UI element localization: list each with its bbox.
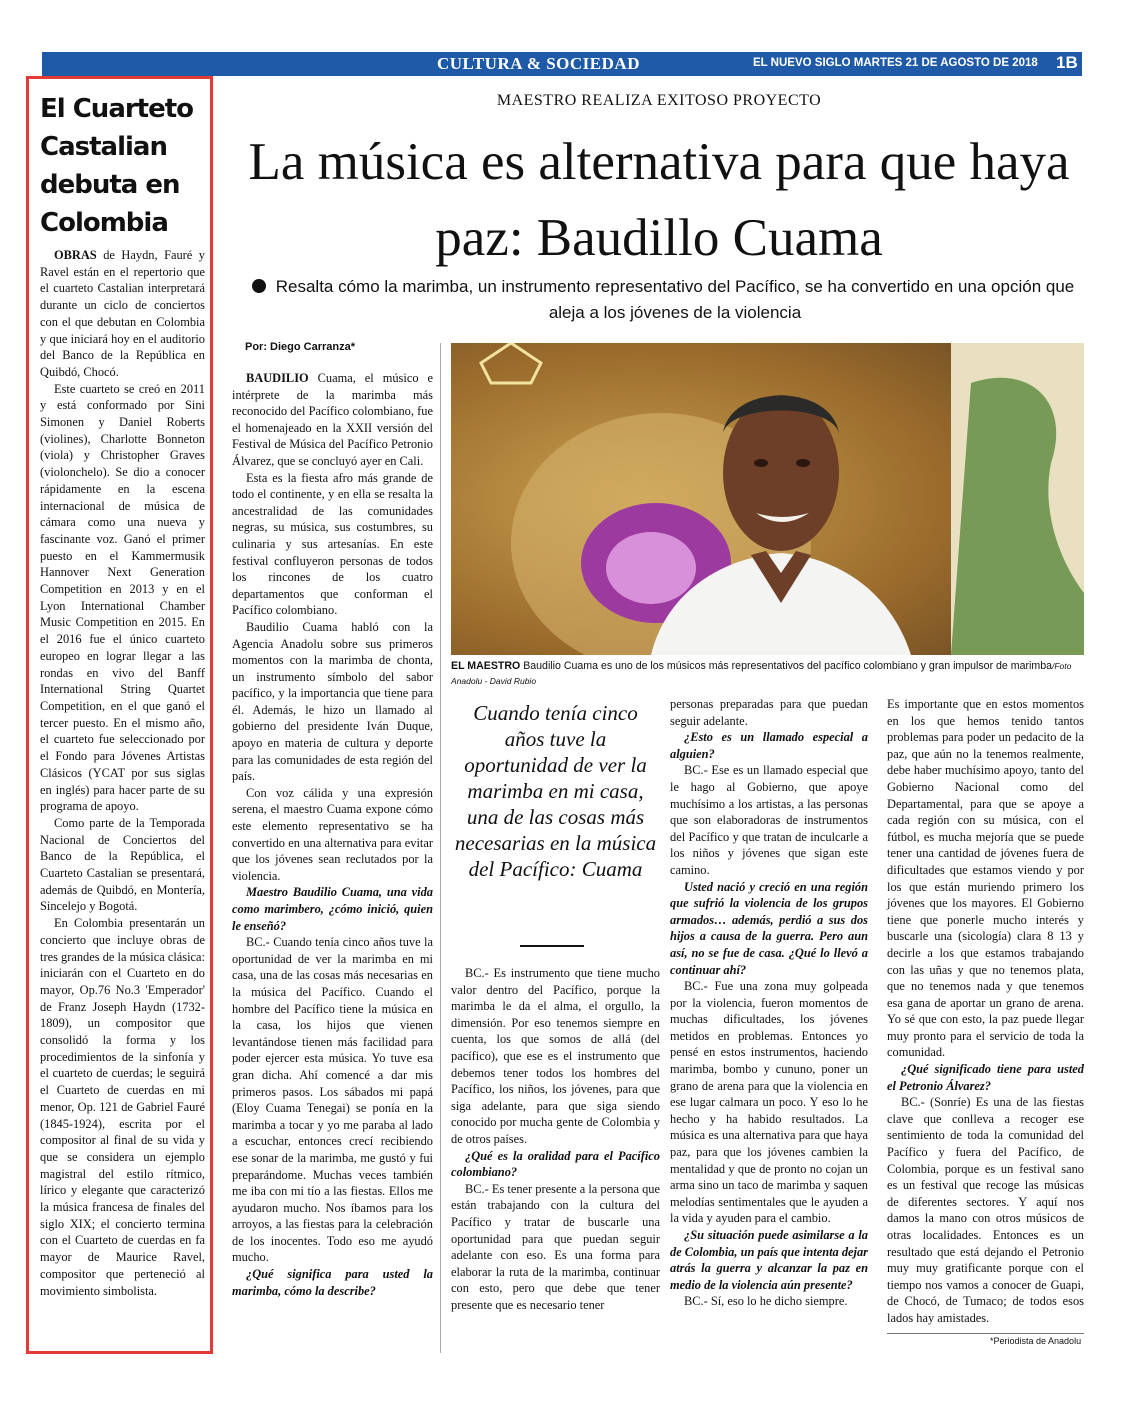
article-paragraph: Baudilio Cuama habló con la Agencia Anadolu sobre sus primeros momentos con la marimba de chonta, un instrumento símbolo del sabor pacífico, y la importancia que tiene para él. Además, le hizo un llamado al gobierno del presidente Iván Duque, apoyo en materia de cultura y deporte para las comunidades de esta región del país. [232, 619, 433, 784]
interview-question: ¿Esto es un llamado especial a alguien? [670, 730, 868, 761]
article-column-4 [887, 696, 1084, 1327]
interview-question: ¿Qué significado tiene para usted el Petronio Álvarez? [887, 1062, 1084, 1093]
interview-answer: BC.- Cuando tenía cinco años tuve la oportunidad de ver la marimba en mi casa, una de las cosas más necesarias en la música del Pacífico. Cuando el hombre del Pacífico tiene la música en la casa, los hijos que vienen levantándose tienen más facilidad para poder ejercer esta música. Yo tuve esa gran dicha. Ahí comencé a dar mis primeros pasos. Los sábados mi papá (Eloy Cuama Tenegai) se ponía en la marimba a tocar y yo me paraba al lado a escuchar, entonces crecí recibiendo ese sonar de la marimba, me gustó y fui preparándome. Muchas veces también me iba con mi tío a las fiestas. Ellos me ayudaron mucho. Nos íbamos para los arroyos, a las fiestas para la celebración de los inocentes. Todo eso me ayudó mucho. [232, 935, 433, 1265]
interview-answer: personas preparadas para que puedan seguir adelante. [670, 697, 868, 728]
sidebar-paragraph: En Colombia presentarán un concierto que incluye obras de tres grandes de la música clásica: iniciarán con el Cuarteto en do mayor, Op.76 No.3 'Emperador' de Franz Joseph Haydn (1732-1809), un compositor que consolidó la forma y los procedimientos de la sinfonía y el cuarteto de cuerdas; le seguirá el Cuarteto de cuerdas en mi menor, Op. 121 de Gabriel Fauré (1845-1924), escrita por el compositor al final de su vida y que se considera un ejemplo magistral del estilo rítmico, lírico y elegante que caracterizó la música francesa de finales del siglo XIX; el concierto termina con el Cuarteto de cuerdas en fa mayor de Maurice Ravel, compositor que perteneció al movimiento simbolista. [40, 916, 205, 1298]
pull-quote: Cuando tenía cinco años tuve la oportunidad de ver la marimba en mi casa, una de las cosas más necesarias en la música del Pacífico: Cuama [454, 701, 657, 881]
interview-answer: BC.- Fue una zona muy golpeada por la violencia, fueron momentos de muchas dificultades, los jóvenes metidos en problemas. Entonces yo pensé en estos instrumentos, haciendo marimba, bombo y cununo, poner un grano de arena para que la violencia en ese lugar calmara un poco. Y eso lo he hecho y ha habido resultados. La música es una alternativa para que haya paz, para que los jóvenes cambien la mentalidad y que de pronto no cojan un arma sino un taco de marimba y saquen melodías sentimentales que le ayuden a la vida y ayuden para el cambio. [670, 979, 868, 1226]
caption-lead: EL MAESTRO [451, 660, 521, 672]
interview-question: ¿Qué es la oralidad para el Pacífico colombiano? [451, 1148, 660, 1180]
interview-question: Maestro Baudilio Cuama, una vida como marimbero, ¿cómo inició, quien le enseñó? [232, 885, 433, 933]
photo-credit: /Foto Anadolu - David Rubio [451, 661, 1072, 686]
paper-date: EL NUEVO SIGLO MARTES 21 DE AGOSTO DE 2018 [753, 57, 1038, 69]
caption-text: Baudilio Cuama es uno de los músicos más representativos del pacífico colombiano y gran impulsor de marimba [520, 660, 1052, 672]
page-number: 1B [1056, 53, 1078, 72]
section-name: CULTURA & SOCIEDAD [437, 54, 640, 73]
article-paragraph [232, 370, 433, 470]
interview-answer: BC.- Es instrumento que tiene mucho valor dentro del Pacífico, porque la marimba le da el alma, el orgullo, la dimensión. Por eso tenemos siempre en cuenta, los que somos de allá (del pacífico), que ese es el instrumento que debemos tener todos los hombres del Pacífico, los niños, los jóvenes, para que siga adelante, para que siga siendo conocido por mucha gente de Colombia y de otros países. [451, 966, 660, 1146]
portrait-photo-illustration [451, 343, 1084, 655]
interview-answer: BC.- (Sonríe) Es una de las fiestas clave que conlleva a recoger ese sentimiento de toda la comunidad del Pacífico y fuera del Pacífico, de Colombia, porque es un festival sano es un festival que recoge las músicas de diferentes sectores. Y aquí nos damos la mano con otros músicos de otras localidades. Entonces es un resultado que está dejando el Petronio muy muy gratificante porque con el tiempo nos vamos a conocer de Guapi, de Chocó, de Tumaco; de todos esos lados hay amistades. [887, 1095, 1084, 1325]
article-column-3 [670, 696, 868, 1310]
article-byline: Por: Diego Carranza* [245, 341, 356, 353]
sidebar-body [40, 247, 205, 1299]
column-divider [440, 343, 441, 1353]
interview-answer: Es importante que en estos momentos en los que hemos tenido tantos problemas para poder un pedacito de la paz, que aún no la tenemos realmente, debe haber muchísimo apoyo, tanto del Gobierno Nacional como del Departamental, para que se apoye a cada región con su música, con el fútbol, es mucha mejoría que se puede tener una cantidad de jóvenes fuera de dificultades que estamos viendo y por los que están muriendo primero los jóvenes que los mayores. El Gobierno tiene que ponerle mucho interés y buscarle una (sicología) clara 8 13 y decirle a los que estamos trabajando con las uñas y que no tenemos plata, que no tenemos nada y que tenemos esa gana de aportar un grano de arena. Yo sé que con esto, la paz puede llegar muy pronto para el servicio de toda la comunidad. [887, 697, 1084, 1060]
article-text: Cuama, el músico e intérprete de la marimba más reconocido del Pacífico colombiano, fue el homenajeado en la XXII versión del Festival de Música del Pacífico Petronio Álvarez, que se concluyó ayer en Cali. [232, 371, 433, 468]
sidebar-paragraph [40, 247, 205, 381]
article-paragraph: Con voz cálida y una expresión serena, el maestro Cuama expone cómo este elemento representativo se ha convertido en una alternativa para evitar que los jóvenes sean reclutados por la violencia. [232, 785, 433, 883]
interview-question: ¿Su situación puede asimilarse a la de Colombia, un país que intenta dejar atrás la guerra y alcanzar la paz en medio de la violencia aún presente? [670, 1228, 868, 1292]
interview-question: ¿Qué significa para usted la marimba, cómo la describe? [232, 1267, 433, 1298]
sidebar-paragraph: Como parte de la Temporada Nacional de Conciertos del Banco de la República, el Cuarteto Castalian se presentará, además de Quibdó, en Montería, Sincelejo y Bogotá. [40, 815, 205, 914]
bullet-icon [252, 279, 266, 293]
article-subhead: Resalta cómo la marimba, un instrumento representativo del Pacífico, se ha convertido en una opción que aleja a los jóvenes de la violencia [275, 277, 1075, 322]
author-footnote: *Periodista de Anadolu [990, 1336, 1082, 1346]
article-column-2 [451, 965, 660, 1313]
pull-quote-rule [520, 945, 584, 947]
article-lead: BAUDILIO [246, 371, 309, 385]
sidebar-title: El Cuarteto Castalian debuta en Colombia [40, 94, 194, 238]
article-headline: La música es alternativa para que haya paz: Baudillo Cuama [248, 133, 1070, 267]
article-kicker: MAESTRO REALIZA EXITOSO PROYECTO [496, 92, 822, 109]
article-paragraph: Esta es la fiesta afro más grande de todo el continente, y en ella se resalta la ancestralidad de las comunidades negras, su música, sus costumbres, su culinaria y sus artesanías. En este festival confluyeron personas de todos los rincones de los cuatro departamentos que conforman el Pacífico colombiano. [232, 470, 433, 618]
interview-answer: BC.- Sí, eso lo he dicho siempre. [684, 1294, 848, 1309]
sidebar-text: de Haydn, Fauré y Ravel están en el repertorio que el cuarteto Castalian interpretará durante un ciclo de conciertos con el que debutan en Colombia y que iniciará hoy en el auditorio del Banco de la República en Quibdó, Chocó. [40, 248, 205, 379]
sidebar-lead: OBRAS [54, 248, 97, 262]
interview-answer: BC.- Es tener presente a la persona que están trabajando con la cultura del Pacífico y tratar de buscarle una oportunidad para que puedan seguir adelante con eso. Es una forma para elaborar la ruta de la marimba, continuar con esto, pero que debe que tener presente que es necesario tener [451, 1181, 660, 1312]
article-column-1 [232, 370, 433, 1299]
portrait-photo [451, 343, 1084, 655]
sidebar-paragraph: Este cuarteto se creó en 2011 y está conformado por Sini Simonen y Daniel Roberts (violines), Charlotte Bonneton (viola) y Christopher Graves (violonchelo). Se dio a conocer rápidamente en la escena internacional de música de cámara como una nueva y fascinante voz. Ganó el primer puesto en el Kammermusik Hannover Next Generation Competition en 2013 y en el Lyon International Chamber Music Competition en 2015. En el 2016 fue el único cuarteto europeo en lograr llegar a las rondas en vivo del Banff International String Quartet Competition, en el que ganó el tercer puesto. En el mismo año, el cuarteto fue seleccionado por el Fondo para Jóvenes Artistas Clásicos (YCAT por sus siglas en inglés) para hacer parte de su programa de apoyo. [40, 381, 205, 814]
footnote-rule [887, 1333, 1084, 1334]
interview-answer: BC.- Ese es un llamado especial que le hago al Gobierno, que apoye muchísimo a los artistas, a las personas que son elaboradoras de instrumentos del Pacífico y que tratan de inculcarle a los niños y jóvenes que sigan este camino. [670, 763, 868, 877]
photo-caption [451, 659, 1084, 689]
interview-question: Usted nació y creció en una región que sufrió la violencia de los grupos armados… además, perdió a sus dos hijos a causa de la guerra. Pero aun así, no se fue de casa. ¿Qué lo llevó a continuar ahí? [670, 879, 868, 977]
